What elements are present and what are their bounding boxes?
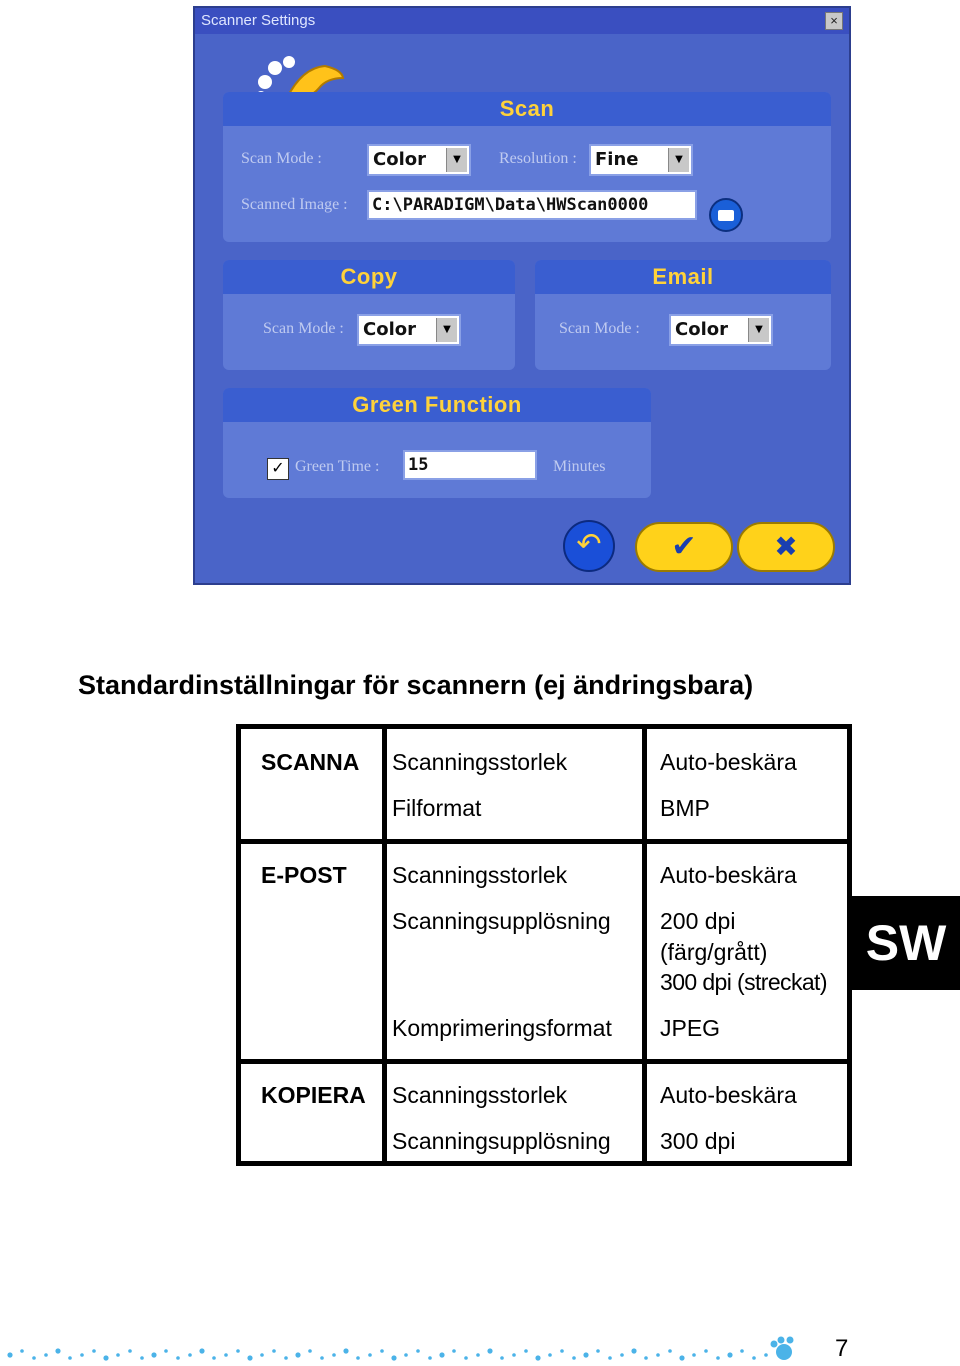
setting-value: Auto-beskära — [660, 749, 797, 775]
table-divider — [241, 1059, 847, 1064]
cancel-button[interactable] — [737, 522, 835, 572]
footer-dot — [404, 1353, 408, 1357]
close-icon: ✖ — [774, 531, 798, 562]
table-divider — [241, 839, 847, 844]
section-label: SCANNA — [261, 749, 360, 775]
copy-scan-mode-select[interactable] — [357, 314, 461, 346]
checkmark-icon: ✔ — [671, 530, 697, 563]
footer-dot — [116, 1353, 120, 1357]
footer-dot — [332, 1353, 336, 1357]
footer-dot — [644, 1356, 648, 1360]
scan-panel — [223, 92, 831, 242]
chevron-down-icon[interactable]: ▼ — [668, 148, 689, 172]
footer-dot — [752, 1356, 756, 1360]
chevron-down-icon[interactable]: ▼ — [748, 318, 769, 342]
footer-dot — [428, 1356, 432, 1360]
scan-panel-heading: Scan — [223, 92, 831, 126]
paw-footer-icon — [768, 1336, 796, 1362]
footer-dot — [140, 1356, 144, 1360]
minutes-label: Minutes — [553, 458, 606, 475]
green-function-panel-heading: Green Function — [223, 388, 651, 422]
footer-dot — [176, 1356, 180, 1360]
setting-value: BMP — [660, 795, 710, 821]
section-label: E-POST — [261, 862, 347, 888]
ok-button[interactable] — [635, 522, 733, 572]
setting-name: Scanningsstorlek — [392, 1082, 568, 1108]
table-divider — [642, 729, 647, 1161]
footer-dot — [272, 1349, 276, 1353]
footer-dot — [583, 1352, 588, 1357]
footer-dot — [380, 1349, 384, 1353]
footer-dot — [308, 1349, 312, 1353]
footer-dot — [572, 1356, 576, 1360]
copy-panel — [223, 260, 515, 370]
chevron-down-icon[interactable]: ▼ — [436, 318, 457, 342]
window-title: Scanner Settings — [201, 12, 316, 29]
scan-mode-label: Scan Mode : — [241, 150, 322, 167]
footer-dot — [704, 1349, 708, 1353]
footer-dot — [512, 1353, 516, 1357]
footer-dot — [620, 1353, 624, 1357]
green-time-checkbox[interactable]: ✓ — [267, 458, 289, 480]
setting-name: Komprimeringsformat — [392, 1015, 612, 1041]
setting-value-line: 200 dpi — [660, 908, 736, 934]
footer-dot — [20, 1349, 24, 1353]
footer-dot — [164, 1349, 168, 1353]
resolution-label: Resolution : — [499, 150, 577, 167]
green-time-label: Green Time : — [295, 458, 380, 475]
footer-dot — [500, 1356, 504, 1360]
setting-value: Auto-beskära — [660, 1082, 797, 1108]
scanner-settings-window — [193, 6, 851, 585]
email-panel — [535, 260, 831, 370]
footer-dot — [44, 1353, 48, 1357]
footer-dot — [716, 1356, 720, 1360]
footer-dot — [92, 1349, 96, 1353]
footer-dot — [668, 1349, 672, 1353]
footer-dot — [548, 1353, 552, 1357]
footer-dot — [260, 1353, 264, 1357]
email-panel-heading: Email — [535, 260, 831, 294]
setting-value: Auto-beskära — [660, 862, 797, 888]
setting-value: 300 dpi — [660, 1128, 736, 1154]
resolution-select[interactable] — [589, 144, 693, 176]
undo-button[interactable] — [563, 520, 615, 572]
page-number: 7 — [835, 1335, 849, 1362]
footer-dot — [103, 1355, 108, 1360]
setting-name: Scanningsstorlek — [392, 749, 568, 775]
resolution-value: Fine — [595, 149, 639, 170]
footer-dot — [416, 1349, 420, 1353]
undo-icon: ↶ — [576, 528, 602, 561]
footer-dot — [476, 1353, 480, 1357]
footer-dot — [608, 1356, 612, 1360]
settings-table — [236, 724, 852, 1166]
footer-dot — [464, 1356, 468, 1360]
footer-dot — [740, 1349, 744, 1353]
setting-value-line: 300 dpi (streckat) — [660, 969, 827, 995]
footer-dot — [679, 1355, 684, 1360]
window-title-bar — [195, 8, 849, 34]
email-scan-mode-select[interactable] — [669, 314, 773, 346]
copy-panel-heading: Copy — [223, 260, 515, 294]
footer-dot — [356, 1356, 360, 1360]
email-scan-mode-value: Color — [675, 319, 728, 340]
setting-value: JPEG — [660, 1015, 721, 1041]
footer-dot — [487, 1348, 492, 1353]
email-scan-mode-label: Scan Mode : — [559, 320, 640, 337]
footer-dot — [320, 1356, 324, 1360]
footer-dot — [80, 1353, 84, 1357]
footer-dot — [212, 1356, 216, 1360]
scan-mode-value: Color — [373, 149, 426, 170]
footer-dot — [656, 1353, 660, 1357]
footer-dot — [391, 1355, 396, 1360]
footer-dot — [439, 1352, 444, 1357]
footer-dot — [535, 1355, 540, 1360]
table-divider — [382, 729, 387, 1161]
close-button[interactable]: × — [825, 12, 843, 30]
copy-scan-mode-value: Color — [363, 319, 416, 340]
footer-dot — [128, 1349, 132, 1353]
footer-dot — [560, 1349, 564, 1353]
footer-dot — [343, 1348, 348, 1353]
setting-name: Scanningsupplösning — [392, 1128, 611, 1154]
setting-value-line: (färg/grått) — [660, 939, 768, 965]
footer-dot — [236, 1349, 240, 1353]
footer-dot — [32, 1356, 36, 1360]
setting-name: Filformat — [392, 795, 482, 821]
setting-name: Scanningsupplösning — [392, 908, 611, 934]
footer-dot — [727, 1352, 732, 1357]
footer-dot — [284, 1356, 288, 1360]
footer-dot — [68, 1356, 72, 1360]
footer-dot — [199, 1348, 204, 1353]
footer-dot — [55, 1348, 60, 1353]
scan-mode-select[interactable] — [367, 144, 471, 176]
green-time-input[interactable]: 15 — [403, 450, 537, 480]
footer-dot — [631, 1348, 636, 1353]
setting-name: Scanningsstorlek — [392, 862, 568, 888]
scanned-image-label: Scanned Image : — [241, 196, 348, 213]
footer-dot — [247, 1355, 252, 1360]
footer-dot — [295, 1352, 300, 1357]
copy-scan-mode-label: Scan Mode : — [263, 320, 344, 337]
footer-dot — [368, 1353, 372, 1357]
language-tab: SW — [852, 896, 960, 990]
scanned-image-path-field[interactable]: C:\PARADIGM\Data\HWScan0000 — [367, 190, 697, 220]
green-function-panel — [223, 388, 651, 498]
page-title: Standardinställningar för scannern (ej ändringsbara) — [78, 670, 754, 700]
footer-dot — [692, 1353, 696, 1357]
section-label: KOPIERA — [261, 1082, 366, 1108]
dotted-footer-decoration — [4, 1346, 794, 1362]
footer-dot — [151, 1352, 156, 1357]
chevron-down-icon[interactable]: ▼ — [446, 148, 467, 172]
footer-dot — [188, 1353, 192, 1357]
footer-dot — [7, 1352, 12, 1357]
footer-dot — [452, 1349, 456, 1353]
footer-dot — [224, 1353, 228, 1357]
folder-icon[interactable] — [709, 198, 743, 232]
footer-dot — [596, 1349, 600, 1353]
footer-dot — [524, 1349, 528, 1353]
